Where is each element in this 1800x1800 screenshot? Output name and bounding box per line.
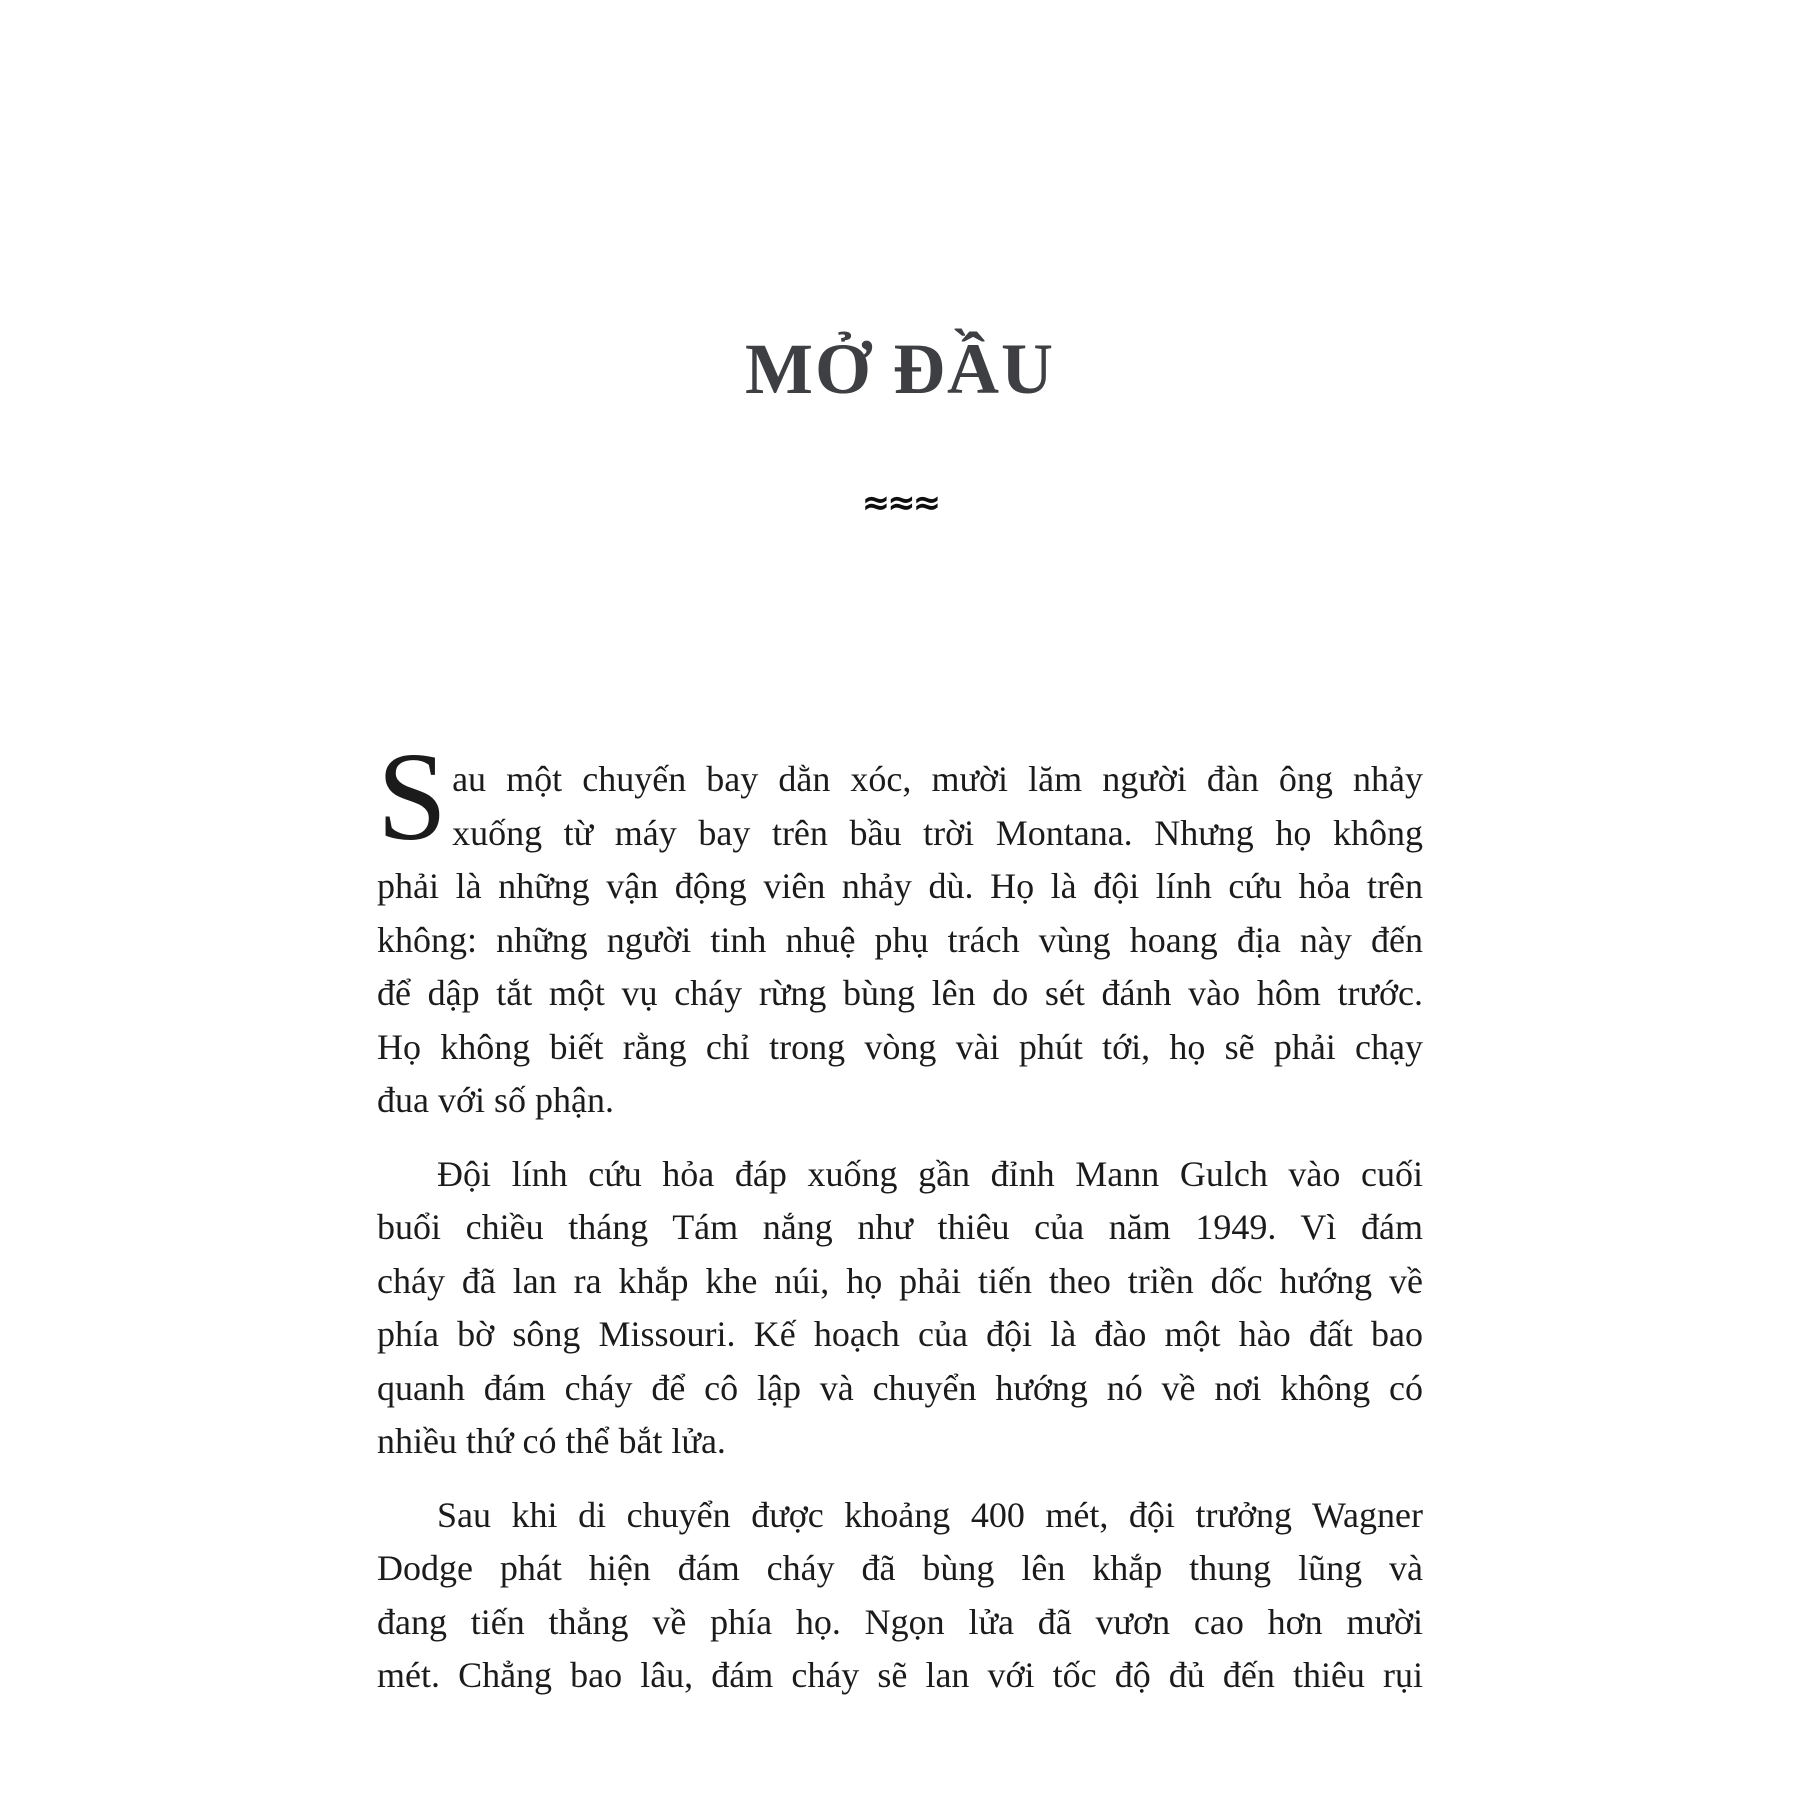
text-line: xuống từ máy bay trên bầu trời Montana. Nhưng họ không (452, 812, 1423, 853)
body-text-block (377, 728, 1423, 1703)
text-line: cháy đã lan ra khắp khe núi, họ phải tiến theo triền dốc hướng về (377, 1260, 1423, 1301)
text-line: để dập tắt một vụ cháy rừng bùng lên do sét đánh vào hôm trước. (377, 973, 1423, 1013)
wave-ornament: ≈≈≈ (861, 483, 939, 523)
text-line: nhiều thứ có thể bắt lửa. (377, 1421, 726, 1461)
text-line: đang tiến thẳng về phía họ. Ngọn lửa đã vươn cao hơn mười (377, 1601, 1423, 1642)
chapter-title: MỞ ĐẦU (745, 329, 1055, 409)
paragraph (377, 1148, 1423, 1469)
text-line: Sau khi di chuyển được khoảng 400 mét, đội trưởng Wagner (437, 1494, 1423, 1535)
paragraph (377, 1489, 1423, 1703)
text-line: Đội lính cứu hỏa đáp xuống gần đỉnh Mann Gulch vào cuối (437, 1153, 1423, 1194)
text-line: au một chuyến bay dằn xóc, mười lăm người đàn ông nhảy (452, 759, 1423, 799)
text-line: phải là những vận động viên nhảy dù. Họ là đội lính cứu hỏa trên (377, 866, 1423, 906)
text-line: không: những người tinh nhuệ phụ trách vùng hoang địa này đến (377, 919, 1423, 960)
text-line: mét. Chẳng bao lâu, đám cháy sẽ lan với tốc độ đủ đến thiêu rụi (377, 1655, 1423, 1695)
text-line: buổi chiều tháng Tám nắng như thiêu của năm 1949. Vì đám (377, 1207, 1423, 1247)
text-line: phía bờ sông Missouri. Kế hoạch của đội là đào một hào đất bao (377, 1314, 1423, 1354)
paragraph (377, 728, 1423, 1128)
text-line: Họ không biết rằng chỉ trong vòng vài phút tới, họ sẽ phải chạy (377, 1026, 1423, 1067)
text-line: quanh đám cháy để cô lập và chuyển hướng nó về nơi không có (377, 1367, 1423, 1408)
text-line: đua với số phận. (377, 1080, 615, 1120)
drop-cap: S (377, 728, 448, 867)
text-line: Dodge phát hiện đám cháy đã bùng lên khắp thung lũng và (377, 1548, 1423, 1588)
